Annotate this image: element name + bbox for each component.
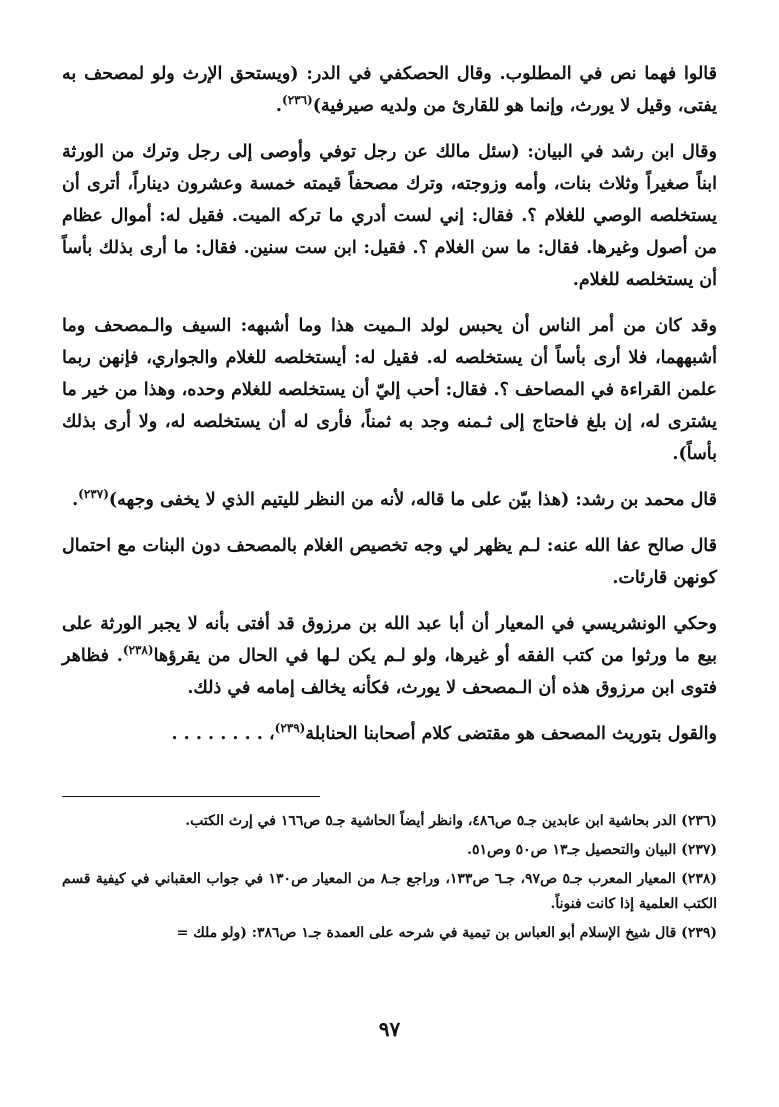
footnote-ref-238[interactable]: (٢٣٨): [122, 643, 154, 658]
paragraph-2: وقال ابن رشد في البيان: (سئل مالك عن رجل توفي وأوصى إلى رجل وترك من الورثة ابناً صغيراً وثلاث بنات، وأمه وزوجته، وترك مصحفاً قيمته خمسة وعشرون ديناراً، أترى أن يستخلصه الوصي للغلام ؟. فقال: إني لست أدري ما تركه الميت. فقيل له: أموال عظام من أصول وغيرها. فقال: ما سن الغلام ؟. فقيل: ابن ست سنين. فقال: ما أرى بذلك بأساً أن يستخلصه للغلام.: [62, 142, 717, 290]
paragraph-7: والقول بتوريث المصحف هو مقتضى كلام أصحابنا الحنابلة$^{(٢٣٩)}$، . . . . . . . .: [171, 721, 717, 744]
paragraph-4: قال محمد بن رشد: (هذا بيّن على ما قاله، لأنه من النظر لليتيم الذي لا يخفى وجهه)$^{(٢٣٧)}$.: [72, 487, 717, 510]
page-content: [62, 58, 717, 1107]
footnote-238: (٢٣٨) المعيار المعرب جـ٥ ص٩٧، جـ٦ ص١٣٣، وراجع جـ٨ من المعيار ص١٣٠ في جواب العقباني في كيفية قسم الكتب العلمية إذا كانت فنوناً.: [62, 871, 717, 912]
footnote-ref-239[interactable]: (٢٣٩): [274, 721, 306, 736]
footnote-239: (٢٣٩) قال شيخ الإسلام أبو العباس بن تيمية في شرحه على العمدة جـ١ ص٣٨٦: (ولو ملك =: [176, 925, 717, 941]
paragraph-3: وقد كان من أمر الناس أن يحبس لولد الـميت هذا وما أشبهه: السيف والـمصحف وما أشبههما، فلا أرى بأساً أن يستخلصه له. فقيل له: أيستخلصه للغلام والجواري، فإنهن ربما علمن القراءة في المصاحف ؟. فقال: أحب إليّ أن يستخلصه للغلام وحده، وهذا من خير ما يشترى له، إن بلغ فاحتاج إلى ثـمنه وجد به ثمناً، فأرى له أن يستخلصه له، ولا أرى بذلك بأساً).: [62, 316, 717, 464]
footnote-ref-236[interactable]: (٢٣٦): [282, 93, 313, 108]
page-number: ٩٧: [378, 1017, 401, 1041]
footnote-ref-237[interactable]: (٢٣٧): [78, 487, 109, 502]
paragraph-1: قالوا فهما نص في المطلوب. وقال الحصكفي في الدر: (ويستحق الإرث ولو لمصحف به يفتى، وقيل لا يورث، وإنما هو للقارئ من ولديه صيرفية)$^{(٢٣٦)}$.: [62, 64, 717, 116]
paragraph-6: وحكي الونشريسي في المعيار أن أبا عبد الله بن مرزوق قد أفتى بأنه لا يجبر الورثة على بيع ما ورثوا من كتب الفقه أو غيرها، ولو لـم يكن لـها في الحال من يقرؤها$^{(٢٣٨)}$. فظاهر فتوى ابن مرزوق هذه أن الـمصحف لا يورث، فكأنه يخالف إمامه في ذلك.: [62, 614, 718, 698]
footnote-237: (٢٣٧) البيان والتحصيل جـ١٣ ص٥٠ وص٥١.: [467, 842, 717, 858]
footnote-236: (٢٣٦) الدر بحاشية ابن عابدين جـ٥ ص٤٨٦، وانظر أيضاً الحاشية جـ٥ ص١٦٦ في إرث الكتب.: [185, 813, 717, 829]
paragraph-5: قال صالح عفا الله عنه: لـم يظهر لي وجه تخصيص الغلام بالمصحف دون البنات مع احتمال كونهن قارئات.: [62, 536, 717, 588]
footnote-separator: [62, 764, 717, 809]
